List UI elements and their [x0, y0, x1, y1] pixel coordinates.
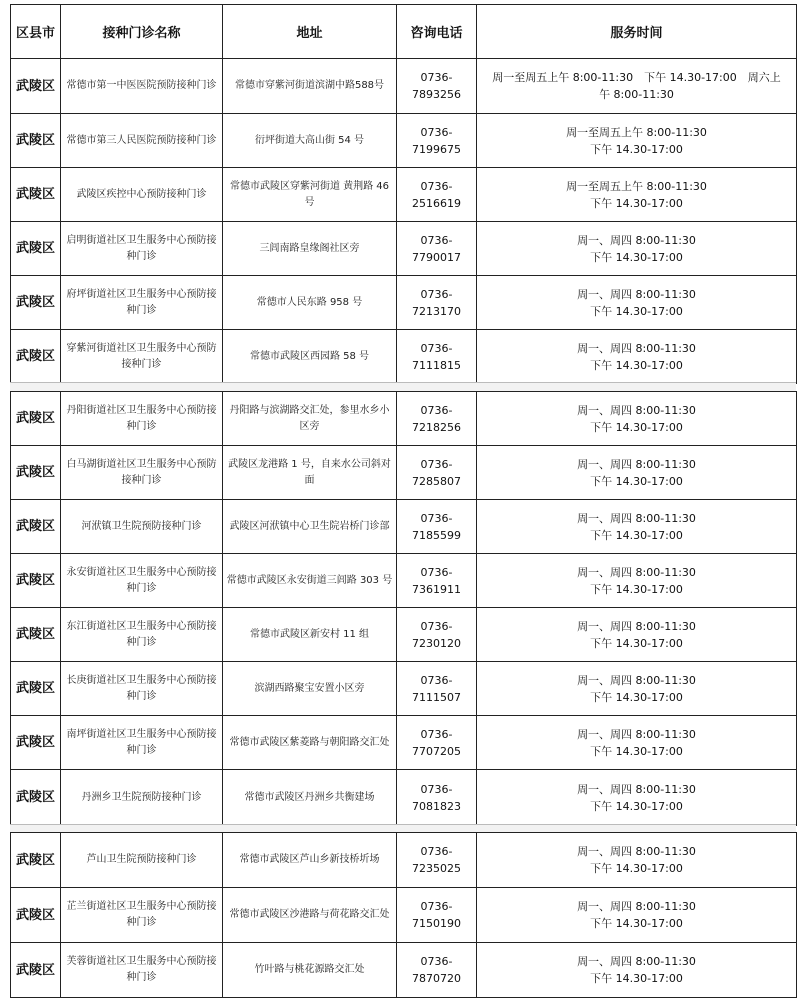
hours-cell: [477, 770, 797, 826]
hours-cell: [477, 392, 797, 446]
clinic-name-cell: 武陵区疾控中心预防接种门诊: [61, 168, 223, 222]
district-cell: 武陵区: [11, 330, 61, 384]
phone-cell: 0736-7218256: [397, 392, 477, 446]
hours-line-2: 下午 14.30-17:00: [590, 917, 683, 930]
table-row: [11, 168, 797, 222]
hours-line-2: 下午 14.30-17:00: [590, 420, 683, 434]
phone-cell: 0736-7361911: [397, 554, 477, 608]
clinic-name-cell: 河洑镇卫生院预防接种门诊: [61, 500, 223, 554]
district-cell: 武陵区: [11, 888, 61, 943]
district-cell: 武陵区: [11, 222, 61, 276]
district-cell: 武陵区: [11, 770, 61, 826]
hours-line-2: 下午 14.30-17:00: [590, 358, 683, 372]
address-cell: 丹阳路与滨湖路交汇处，参里水乡小区旁: [223, 392, 397, 446]
hours-line-1: 周一、周四 8:00-11:30: [577, 457, 696, 471]
district-cell: 武陵区: [11, 392, 61, 446]
district-cell: 武陵区: [11, 276, 61, 330]
phone-cell: 0736-7893256: [397, 59, 477, 114]
district-cell: 武陵区: [11, 608, 61, 662]
hours-line-2: 下午 14.30-17:00: [590, 744, 683, 758]
hours-cell: [477, 500, 797, 554]
clinic-name-cell: 启明街道社区卫生服务中心预防接种门诊: [61, 222, 223, 276]
district-cell: 武陵区: [11, 114, 61, 168]
district-cell: 武陵区: [11, 500, 61, 554]
phone-cell: 0736-7081823: [397, 770, 477, 826]
hours-line-1: 周一、周四 8:00-11:30: [577, 955, 696, 968]
hours-line-1: 周一至周五上午 8:00-11:30 下午 14.30-17:00 周六上: [492, 71, 781, 84]
table-row: [11, 943, 797, 998]
table-row: [11, 662, 797, 716]
hours-cell: [477, 276, 797, 330]
phone-cell: 0736-7111815: [397, 330, 477, 384]
address-cell: 武陵区龙港路 1 号，自来水公司斜对面: [223, 446, 397, 500]
address-cell: 常德市武陵区永安街道三闾路 303 号: [223, 554, 397, 608]
phone-cell: 0736-7199675: [397, 114, 477, 168]
hours-line-1: 周一、周四 8:00-11:30: [577, 727, 696, 741]
hours-cell: [477, 888, 797, 943]
clinic-name-cell: 长庚街道社区卫生服务中心预防接种门诊: [61, 662, 223, 716]
address-cell: 滨湖西路聚宝安置小区旁: [223, 662, 397, 716]
hours-cell: [477, 446, 797, 500]
clinic-name-cell: 丹阳街道社区卫生服务中心预防接种门诊: [61, 392, 223, 446]
table-row: [11, 770, 797, 826]
table-row: [11, 276, 797, 330]
phone-cell: 0736-7150190: [397, 888, 477, 943]
hours-line-2: 下午 14.30-17:00: [590, 636, 683, 650]
address-cell: 常德市武陵区穿紫河街道 黄荆路 46 号: [223, 168, 397, 222]
hours-line-2: 下午 14.30-17:00: [590, 250, 683, 264]
table-row: [11, 833, 797, 888]
hours-line-2: 下午 14.30-17:00: [590, 528, 683, 542]
phone-cell: 0736-2516619: [397, 168, 477, 222]
hours-line-1: 周一、周四 8:00-11:30: [577, 900, 696, 913]
hours-line-2: 午 8:00-11:30: [599, 88, 674, 101]
clinic-table-page-1: [10, 4, 797, 384]
phone-cell: 0736-7870720: [397, 943, 477, 998]
header-address: 地址: [223, 5, 397, 59]
hours-line-2: 下午 14.30-17:00: [590, 196, 683, 210]
hours-cell: [477, 222, 797, 276]
district-cell: 武陵区: [11, 716, 61, 770]
phone-cell: 0736-7213170: [397, 276, 477, 330]
hours-cell: [477, 716, 797, 770]
phone-cell: 0736-7230120: [397, 608, 477, 662]
hours-cell: [477, 554, 797, 608]
hours-cell: [477, 662, 797, 716]
hours-cell: [477, 608, 797, 662]
hours-line-2: 下午 14.30-17:00: [590, 304, 683, 318]
table-header-row: [11, 5, 797, 59]
table-row: [11, 716, 797, 770]
clinic-name-cell: 府坪街道社区卫生服务中心预防接种门诊: [61, 276, 223, 330]
clinic-name-cell: 芷兰街道社区卫生服务中心预防接种门诊: [61, 888, 223, 943]
phone-cell: 0736-7707205: [397, 716, 477, 770]
district-cell: 武陵区: [11, 446, 61, 500]
clinic-name-cell: 南坪街道社区卫生服务中心预防接种门诊: [61, 716, 223, 770]
phone-cell: 0736-7185599: [397, 500, 477, 554]
address-cell: 常德市武陵区芦山乡新技桥圻场: [223, 833, 397, 888]
hours-line-2: 下午 14.30-17:00: [590, 972, 683, 985]
district-cell: 武陵区: [11, 662, 61, 716]
phone-cell: 0736-7111507: [397, 662, 477, 716]
clinic-name-cell: 白马湖街道社区卫生服务中心预防接种门诊: [61, 446, 223, 500]
hours-line-1: 周一、周四 8:00-11:30: [577, 619, 696, 633]
hours-cell: [477, 114, 797, 168]
district-cell: 武陵区: [11, 59, 61, 114]
district-cell: 武陵区: [11, 168, 61, 222]
table-row: [11, 222, 797, 276]
clinic-name-cell: 芦山卫生院预防接种门诊: [61, 833, 223, 888]
address-cell: 三闾南路皇缘阁社区旁: [223, 222, 397, 276]
clinic-table-page-3: [10, 832, 797, 998]
hours-line-1: 周一至周五上午 8:00-11:30: [566, 179, 707, 193]
address-cell: 常德市穿紫河街道滨湖中路588号: [223, 59, 397, 114]
hours-cell: [477, 59, 797, 114]
hours-line-1: 周一、周四 8:00-11:30: [577, 565, 696, 579]
table-row: [11, 114, 797, 168]
hours-line-1: 周一、周四 8:00-11:30: [577, 845, 696, 858]
hours-line-2: 下午 14.30-17:00: [590, 142, 683, 156]
hours-line-2: 下午 14.30-17:00: [590, 474, 683, 488]
address-cell: 常德市人民东路 958 号: [223, 276, 397, 330]
clinic-name-cell: 穿紫河街道社区卫生服务中心预防接种门诊: [61, 330, 223, 384]
clinic-name-cell: 丹洲乡卫生院预防接种门诊: [61, 770, 223, 826]
address-cell: 武陵区河洑镇中心卫生院岩桥门诊部: [223, 500, 397, 554]
hours-line-1: 周一、周四 8:00-11:30: [577, 782, 696, 796]
clinic-name-cell: 常德市第三人民医院预防接种门诊: [61, 114, 223, 168]
clinic-name-cell: 东江街道社区卫生服务中心预防接种门诊: [61, 608, 223, 662]
hours-cell: [477, 943, 797, 998]
hours-line-2: 下午 14.30-17:00: [590, 799, 683, 813]
address-cell: 常德市武陵区紫菱路与朝阳路交汇处: [223, 716, 397, 770]
phone-cell: 0736-7235025: [397, 833, 477, 888]
address-cell: 常德市武陵区沙港路与荷花路交汇处: [223, 888, 397, 943]
hours-cell: [477, 833, 797, 888]
address-cell: 常德市武陵区新安村 11 组: [223, 608, 397, 662]
district-cell: 武陵区: [11, 554, 61, 608]
header-district: 区县市: [11, 5, 61, 59]
hours-line-1: 周一、周四 8:00-11:30: [577, 287, 696, 301]
table-row: [11, 500, 797, 554]
clinic-table-page-2: [10, 391, 797, 826]
clinic-name-cell: 常德市第一中医医院预防接种门诊: [61, 59, 223, 114]
table-row: [11, 392, 797, 446]
hours-line-2: 下午 14.30-17:00: [590, 582, 683, 596]
table-row: [11, 554, 797, 608]
hours-cell: [477, 168, 797, 222]
table-row: [11, 888, 797, 943]
hours-line-1: 周一、周四 8:00-11:30: [577, 233, 696, 247]
header-clinic-name: 接种门诊名称: [61, 5, 223, 59]
address-cell: 常德市武陵区丹洲乡共衡建场: [223, 770, 397, 826]
phone-cell: 0736-7285807: [397, 446, 477, 500]
phone-cell: 0736-7790017: [397, 222, 477, 276]
address-cell: 衍坪街道大高山街 54 号: [223, 114, 397, 168]
hours-line-1: 周一、周四 8:00-11:30: [577, 511, 696, 525]
header-service-hours: 服务时间: [477, 5, 797, 59]
clinic-name-cell: 芙蓉街道社区卫生服务中心预防接种门诊: [61, 943, 223, 998]
table-row: [11, 608, 797, 662]
address-cell: 常德市武陵区西园路 58 号: [223, 330, 397, 384]
hours-line-1: 周一至周五上午 8:00-11:30: [566, 125, 707, 139]
district-cell: 武陵区: [11, 943, 61, 998]
district-cell: 武陵区: [11, 833, 61, 888]
hours-cell: [477, 330, 797, 384]
table-row: [11, 330, 797, 384]
hours-line-1: 周一、周四 8:00-11:30: [577, 403, 696, 417]
address-cell: 竹叶路与桃花源路交汇处: [223, 943, 397, 998]
hours-line-2: 下午 14.30-17:00: [590, 862, 683, 875]
hours-line-1: 周一、周四 8:00-11:30: [577, 341, 696, 355]
hours-line-1: 周一、周四 8:00-11:30: [577, 673, 696, 687]
hours-line-2: 下午 14.30-17:00: [590, 690, 683, 704]
header-phone: 咨询电话: [397, 5, 477, 59]
table-row: [11, 59, 797, 114]
clinic-name-cell: 永安街道社区卫生服务中心预防接种门诊: [61, 554, 223, 608]
table-row: [11, 446, 797, 500]
